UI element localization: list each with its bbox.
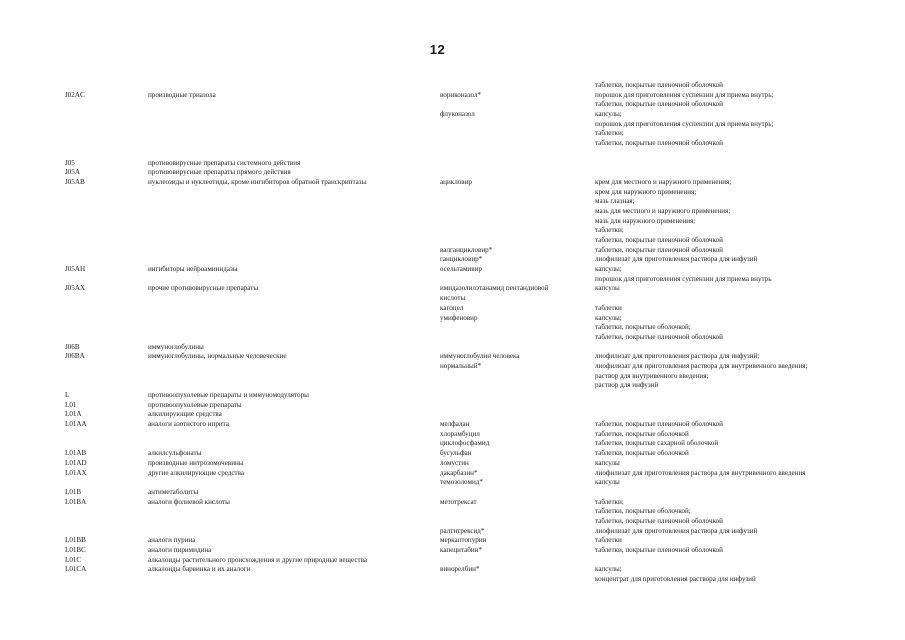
table-row (65, 439, 865, 449)
dosage-form-cell: таблетки (595, 303, 622, 312)
dosage-form-cell: капсулы (595, 458, 620, 467)
table-row (65, 333, 865, 343)
dosage-form-cell: капсулы; (595, 313, 622, 322)
dosage-form-cell: мазь для местного и наружного применения; (595, 206, 731, 215)
table-row (65, 449, 865, 459)
atc-code-cell: L01C (65, 555, 82, 564)
drug-name-cell: нормальный* (440, 361, 482, 370)
table-row (65, 120, 865, 130)
drug-name-cell: хлорамбуцил (440, 429, 480, 438)
dosage-form-cell: раствор для инфузий (595, 381, 659, 390)
dosage-form-cell: мазь глазная; (595, 197, 635, 206)
table-row (65, 469, 865, 479)
drug-name-cell: флуконазол (440, 110, 475, 119)
table-row (65, 197, 865, 207)
drug-name-cell: ломустин (440, 458, 469, 467)
dosage-form-cell: таблетки, покрытые пленочной оболочкой (595, 516, 723, 525)
group-name-cell: другие алкилирующие средства (148, 468, 245, 477)
dosage-form-cell: мазь для наружного применения; (595, 216, 696, 225)
drug-name-cell: ралтитрексид* (440, 526, 485, 535)
drug-name-cell: ацикловир (440, 177, 472, 186)
drug-name-cell: ганцикловир* (440, 255, 483, 264)
drug-table (65, 81, 865, 585)
drug-name-cell: бусульфан (440, 449, 472, 458)
table-row (65, 362, 865, 372)
atc-code-cell: L01 (65, 400, 77, 409)
dosage-form-cell: капсулы (595, 478, 620, 487)
group-name-cell: нуклеозиды и нуклеотиды, кроме ингибиторов обратной транскриптазы (148, 177, 367, 186)
group-name-cell: алкалоиды барвинка и их аналоги (148, 565, 251, 574)
drug-name-cell: валганцикловир* (440, 245, 493, 254)
table-row (65, 275, 865, 285)
drug-name-cell: дакарбазин* (440, 468, 478, 477)
table-row (65, 459, 865, 469)
dosage-form-cell: таблетки, покрытые пленочной оболочкой (595, 139, 723, 148)
table-row (65, 304, 865, 314)
atc-code-cell: L01B (65, 487, 82, 496)
table-row (65, 381, 865, 391)
atc-code-cell: J05AH (65, 265, 86, 274)
table-row (65, 507, 865, 517)
atc-code-cell: L01A (65, 410, 82, 419)
table-row (65, 391, 865, 401)
table-row (65, 284, 865, 294)
dosage-form-cell: таблетки, покрытые сахарной оболочкой (595, 439, 719, 448)
dosage-form-cell: лиофилизат для приготовления раствора для внутривенного введения; (595, 361, 808, 370)
table-row (65, 323, 865, 333)
dosage-form-cell: капсулы; (595, 110, 622, 119)
atc-code-cell: L01BC (65, 546, 86, 554)
drug-name-cell: имидазолилэтанамид пентандиовой (440, 284, 549, 293)
dosage-form-cell: лиофилизат для приготовления раствора для инфузий; (595, 352, 760, 361)
dosage-form-cell: концентрат для приготовления раствора для инфузий (595, 575, 756, 584)
group-name-cell: иммуноглобулины, нормальные человеческие (148, 352, 287, 361)
dosage-form-cell: таблетки; (595, 226, 624, 235)
table-row (65, 236, 865, 246)
dosage-form-cell: крем для местного и наружного применения; (595, 177, 732, 186)
table-row (65, 294, 865, 304)
dosage-form-cell: таблетки, покрытые оболочкой (595, 429, 689, 438)
drug-name-cell: меркаптопурин (440, 536, 487, 545)
dosage-form-cell: таблетки; (595, 497, 624, 506)
atc-code-cell: J02AC (65, 90, 85, 99)
table-row (65, 430, 865, 440)
dosage-form-cell: таблетки, покрытые оболочкой (595, 449, 689, 458)
table-row (65, 527, 865, 537)
table-row (65, 575, 865, 585)
table-row (65, 81, 865, 91)
table-row (65, 546, 865, 556)
dosage-form-cell: порошок для приготовления суспензии для приема внутрь; (595, 119, 774, 128)
drug-name-cell: винорелбин* (440, 565, 480, 574)
group-name-cell: ингибиторы нейроаминидазы (148, 265, 238, 274)
table-row (65, 217, 865, 227)
dosage-form-cell: таблетки, покрытые пленочной оболочкой (595, 420, 723, 429)
table-row (65, 352, 865, 362)
drug-name-cell: осельтамивир (440, 265, 482, 274)
table-row (65, 149, 865, 159)
group-name-cell: алкилирующие средства (148, 410, 222, 419)
drug-name-cell: кислоты (440, 294, 466, 303)
table-row (65, 401, 865, 411)
group-name-cell: аналоги пиримидина (148, 546, 212, 554)
drug-name-cell: темозоломид* (440, 478, 483, 487)
group-name-cell: аналоги фолиевой кислоты (148, 497, 230, 506)
table-row (65, 91, 865, 101)
table-row (65, 488, 865, 498)
drug-name-cell: кагоцел (440, 303, 464, 312)
group-name-cell: производные триазола (148, 90, 216, 99)
table-row (65, 410, 865, 420)
table-row (65, 420, 865, 430)
drug-name-cell: мелфалан (440, 420, 470, 429)
atc-code-cell: L (65, 391, 70, 399)
table-row (65, 517, 865, 527)
table-row (65, 207, 865, 217)
dosage-form-cell: порошок для приготовления суспензии для приема внутрь (595, 274, 772, 283)
dosage-form-cell: крем для наружного применения; (595, 187, 697, 196)
atc-code-cell: L01CA (65, 565, 87, 574)
dosage-form-cell: капсулы; (595, 565, 622, 574)
group-name-cell: иммуноглобулины (148, 342, 204, 351)
drug-name-cell: вориконазол* (440, 90, 482, 99)
dosage-form-cell: таблетки, покрытые пленочной оболочкой (595, 332, 723, 341)
drug-name-cell: капецитабин* (440, 546, 483, 554)
table-row (65, 265, 865, 275)
atc-code-cell: L01AB (65, 449, 87, 458)
table-row (65, 129, 865, 139)
table-row (65, 110, 865, 120)
table-row (65, 159, 865, 169)
table-row (65, 139, 865, 149)
table-row (65, 178, 865, 188)
dosage-form-cell: таблетки, покрытые пленочной оболочкой (595, 236, 723, 244)
atc-code-cell: J05AX (65, 284, 86, 293)
table-row (65, 255, 865, 265)
drug-name-cell: циклофосфамид (440, 439, 490, 448)
drug-name-cell: метотрексат (440, 497, 477, 506)
table-row (65, 556, 865, 566)
dosage-form-cell: таблетки, покрытые оболочкой; (595, 507, 691, 516)
table-row (65, 168, 865, 178)
page-number: 12 (429, 42, 446, 57)
group-name-cell: аналоги азотистого иприта (148, 420, 230, 429)
dosage-form-cell: раствор для внутривенного введения; (595, 371, 709, 380)
group-name-cell: противовирусные препараты системного действия (148, 158, 301, 167)
dosage-form-cell: порошок для приготовления суспензии для приема внутрь; (595, 90, 774, 99)
atc-code-cell: J05A (65, 168, 80, 177)
table-row (65, 246, 865, 256)
group-name-cell: аналоги пурина (148, 536, 196, 545)
table-row (65, 565, 865, 575)
atc-code-cell: L01BB (65, 536, 86, 545)
atc-code-cell: L01AA (65, 420, 87, 429)
atc-code-cell: J06BA (65, 352, 85, 361)
table-row (65, 343, 865, 353)
atc-code-cell: L01AD (65, 458, 87, 467)
dosage-form-cell: капсулы; (595, 265, 622, 274)
table-row (65, 314, 865, 324)
atc-code-cell: L01BA (65, 497, 87, 506)
table-row (65, 478, 865, 488)
atc-code-cell: J05 (65, 158, 75, 167)
table-row (65, 100, 865, 110)
atc-code-cell: L01AX (65, 468, 87, 477)
dosage-form-cell: лиофилизат для приготовления раствора для инфузий (595, 526, 758, 535)
dosage-form-cell: лиофилизат для приготовления раствора для внутривенного введения (595, 468, 806, 477)
dosage-form-cell: таблетки, покрытые пленочной оболочкой (595, 100, 723, 109)
dosage-form-cell: таблетки, покрытые пленочной оболочкой (595, 81, 723, 89)
dosage-form-cell: таблетки, покрытые оболочкой; (595, 323, 691, 332)
group-name-cell: противоопухолевые препараты (148, 400, 242, 409)
dosage-form-cell: лиофилизат для приготовления раствора для инфузий (595, 255, 758, 264)
group-name-cell: прочие противовирусные препараты (148, 284, 259, 293)
table-row (65, 188, 865, 198)
dosage-form-cell: капсулы (595, 284, 620, 293)
dosage-form-cell: таблетки, покрытые пленочной оболочкой (595, 245, 723, 254)
table-row (65, 372, 865, 382)
table-row (65, 226, 865, 236)
group-name-cell: алкалоиды растительного происхождения и другие природные вещества (148, 555, 367, 564)
dosage-form-cell: таблетки; (595, 129, 624, 138)
group-name-cell: алкилсульфонаты (148, 449, 202, 458)
dosage-form-cell: таблетки (595, 536, 622, 545)
atc-code-cell: J05AB (65, 177, 85, 186)
group-name-cell: производные нитрозомочевины (148, 458, 244, 467)
group-name-cell: противоопухолевые препараты и иммуномодуляторы (148, 391, 309, 399)
table-row (65, 498, 865, 508)
table-row (65, 536, 865, 546)
dosage-form-cell: таблетки, покрытые пленочной оболочкой (595, 546, 723, 554)
group-name-cell: антиметаболиты (148, 487, 199, 496)
drug-name-cell: иммуноглобулин человека (440, 352, 520, 361)
group-name-cell: противовирусные препараты прямого действия (148, 168, 291, 177)
atc-code-cell: J06B (65, 342, 80, 351)
drug-name-cell: умифеновир (440, 313, 478, 322)
